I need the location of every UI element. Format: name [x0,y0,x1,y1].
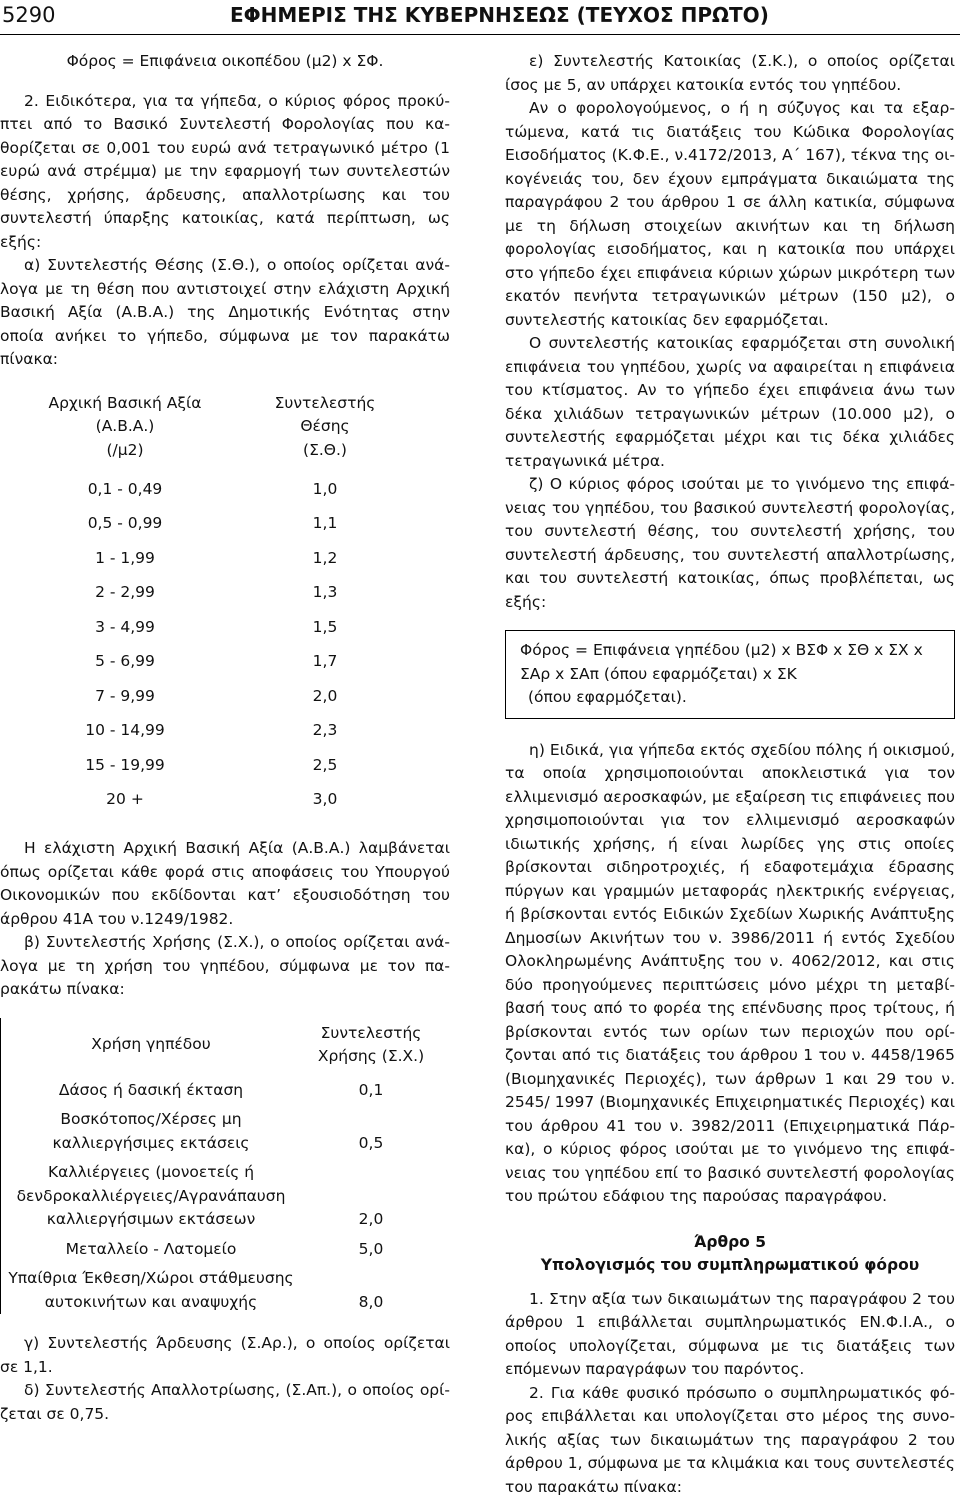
table-header [0,392,450,463]
table-row: 10 - 14,99 2,3 [0,714,450,749]
formula-box [505,630,955,719]
table-row: Μεταλλείο - Λατομείο 5,0 [1,1238,450,1262]
table-row: Βοσκότοπος/Χέρσες μη καλλιεργήσιμες εκτάσεις 0,5 [1,1108,450,1155]
table-row: Καλλιέργειες (μονοετείς ή δενδροκαλλιέργειες/Αγρανάπαυση καλλιεργήσιμων εκτάσεων 2,0 [1,1161,450,1232]
table-row: Υπαίθρια Έκθεση/Χώροι στάθμευσης αυτοκινήτων και αναψυχής 8,0 [1,1267,450,1314]
table-header-base-value: Αρχική Βασική Αξία (Α.Β.Α.) (/μ2) [0,392,250,463]
table-header-coefficient: Συντελεστής Θέσης (Σ.Θ.) [250,392,400,463]
paragraph-z: ζ) Ο κύριος φόρος ισούται με το γινόμενο της επιφάνειας του γηπέδου, του βασικού συντελεστή φορολογίας, του συντελεστή θέσης, του συντελεστή χρήσης, του συντελεστή άρδευσης, του συντελεστή απαλλοτρίωσης, και του συντελεστή κατοικίας, όπως προβλέπεται, ως εξής: [505,473,955,614]
paragraph-e-3: Ο συντελεστής κατοικίας εφαρμόζεται στη συνολική επιφάνεια του γηπέδου, χωρίς να αφαιρείται η επιφάνεια του κτίσματος. Αν το γήπεδο έχει επιφάνεια άνω των δέκα χιλιάδων τετραγωνικών μέτρων (10.000 μ2), ο συντελεστής εφαρμόζεται μέχρι και τις δέκα χιλιάδες τετραγωνικά μέτρα. [505,332,955,473]
formula-line-1: Φόρος = Επιφάνεια γηπέδου (μ2) x ΒΣΦ x ΣΘ x ΣΧ x [520,639,940,663]
table-row: Δάσος ή δασική έκταση 0,1 [1,1079,450,1103]
table-header-use: Χρήση γηπέδου [1,1022,301,1069]
table-header-coefficient: Συντελεστής Χρήσης (Σ.Χ.) [301,1022,441,1069]
paragraph-a: α) Συντελεστής Θέσης (Σ.Θ.), ο οποίος ορίζεται ανάλογα με τη θέση που αντιστοιχεί στην ελάχιστη Αρχική Βασική Αξία (Α.Β.Α.) της Δημοτικής Ενότητας στην οποία ανήκει το γήπεδο, σύμφωνα με τον παρακάτω πίνακα: [0,254,450,372]
table-row: 20 + 3,0 [0,783,450,818]
tax-formula: Φόρος = Επιφάνεια οικοπέδου (μ2) x ΣΦ. [0,50,450,74]
table-header [1,1022,450,1069]
header-rule [0,34,960,35]
article-paragraph-1: 1. Στην αξία των δικαιωμάτων της παραγράφου 2 του άρθρου 1 επιβάλλεται συμπληρωματικός ΕΝ.Φ.Ι.Α., ο οποίος υπολογίζεται, σύμφωνα με τις διατάξεις των επόμενων παραγράφων του παρόντος. [505,1288,955,1382]
paragraph-e: ε) Συντελεστής Κατοικίας (Σ.Κ.), ο οποίος ορίζεται ίσος με 5, αν υπάρχει κατοικία εντός του γηπέδου. [505,50,955,97]
table-row: 0,1 - 0,49 1,0 [0,472,450,507]
page-number: 5290 [2,4,55,28]
running-title: ΕΦΗΜΕΡΙΣ ΤΗΣ ΚΥΒΕΡΝΗΣΕΩΣ (ΤΕΥΧΟΣ ΠΡΩΤΟ) [230,4,769,28]
position-coefficient-table [0,392,450,818]
paragraph-min-value: Η ελάχιστη Αρχική Βασική Αξία (Α.Β.Α.) λαμβάνεται όπως ορίζεται κάθε φορά στις αποφάσεις του Υπουργού Οικονομικών που εκδίδονται κατ’ εξουσιοδότηση του άρθρου 41Α του ν.1249/1982. [0,837,450,931]
right-column [505,50,955,1499]
paragraph-c: γ) Συντελεστής Άρδευσης (Σ.Αρ.), ο οποίος ορίζεται σε 1,1. [0,1332,450,1379]
paragraph-e-2: Αν ο φορολογούμενος, ο ή η σύζυγος και τα εξαρτώμενα, κατά τις διατάξεις του Κώδικα Φορολογίας Εισοδήματος (Κ.Φ.Ε., ν.4172/2013, Α΄ 167), τέκνα της οικογένειάς του, δεν έχουν εμπράγματα δικαιώματα της παραγράφου 2 του άρθρου 1 σε άλλη κατικία, σύμφωνα με τη δήλωση στοιχείων ακινήτων και τη δήλωση φορολογίας εισοδήματος, και η κατοικία που υπάρχει στο γήπεδο έχει επιφάνεια κύριων χώρων μικρότερη των εκατόν πενήντα τετραγωνικών μέτρων (150 μ2), ο συντελεστής κατοικίας δεν εφαρμόζεται. [505,97,955,332]
table-row: 7 - 9,99 2,0 [0,679,450,714]
table-row: 1 - 1,99 1,2 [0,541,450,576]
paragraph-2: 2. Ειδικότερα, για τα γήπεδα, ο κύριος φόρος προκύπτει από το Βασικό Συντελεστή Φορολογίας που καθορίζεται σε 0,001 του ευρώ ανά τετραγωνικό μέτρο (1 ευρώ ανά στρέμμα) με την εφαρμογή των συντελεστών θέσης, χρήσης, άρδευσης, απαλλοτρίωσης και του συντελεστή ύπαρξης κατοικίας, κατά περίπτωση, ως εξής: [0,90,450,255]
paragraph-b: β) Συντελεστής Χρήσης (Σ.Χ.), ο οποίος ορίζεται ανάλογα με τη χρήση του γηπέδου, σύμφωνα με τον παρακάτω πίνακα: [0,931,450,1002]
table-row: 15 - 19,99 2,5 [0,748,450,783]
table-row: 0,5 - 0,99 1,1 [0,507,450,542]
article-subtitle: Υπολογισμός του συμπληρωματικού φόρου [505,1254,955,1278]
table-row: 2 - 2,99 1,3 [0,576,450,611]
table-row: 5 - 6,99 1,7 [0,645,450,680]
paragraph-d: δ) Συντελεστής Απαλλοτρίωσης, (Σ.Απ.), ο οποίος ορίζεται σε 0,75. [0,1379,450,1426]
paragraph-h: η) Ειδικά, για γήπεδα εκτός σχεδίου πόλης ή οικισμού, τα οποία χρησιμοποιούνται αποκλειστικά για τον ελλιμενισμό αεροσκαφών, με εξαίρεση τις επιφάνειες που χρησιμοποιούνται για τον ελλιμενισμό αεροσκαφών ιδιωτικής χρήσης, ή είναι λωρίδες γης στις οποίες βρίσκονται σιδηροτροχιές, ή εδαφοτεμάχια έδρασης πύργων και γραμμών μεταφοράς ηλεκτρικής ενέργειας, ή βρίσκονται εντός Ειδικών Σχεδίων Χωρικής Ανάπτυξης Δημοσίων Ακινήτων του ν. 3986/2011 ή εντός Σχεδίου Ολοκληρωμένης Ανάπτυξης του ν. 4062/2012, και στις δύο προηγούμενες περιπτώσεις μόνο μέχρι τη μεταβίβασή τους από το φορέα της επένδυσης προς τρίτους, ή βρίσκονται εντός των ορίων των περιοχών που ορίζονται από τις διατάξεις του άρθρου 1 του ν. 4458/1965 (Βιομηχανικές Περιοχές), των άρθρων 1 και 29 του ν. 2545/ 1997 (Βιομηχανικές Επιχειρηματικές Περιοχές) και του άρθρου 41 του ν. 3982/2011 (Επιχειρηματικά Πάρκα), ο κύριος φόρος ισούται με το γινόμενο της επιφάνειας του γηπέδου επί το βασικό συντελεστή φορολογίας του πρώτου εδάφιου της παρούσας παραγράφου. [505,739,955,1209]
formula-line-3: (όπου εφαρμόζεται). [520,686,940,710]
article-paragraph-2: 2. Για κάθε φυσικό πρόσωπο ο συμπληρωματικός φόρος επιβάλλεται και υπολογίζεται στο μέρος της συνολικής αξίας των δικαιωμάτων της παραγράφου 2 του άρθρου 1, σύμφωνα με τα κλιμάκια και τους συντελεστές του παρακάτω πίνακα: [505,1382,955,1499]
left-column [0,50,450,1426]
page-header [0,0,960,34]
use-coefficient-table [0,1018,450,1315]
table-row: 3 - 4,99 1,5 [0,610,450,645]
formula-line-2: ΣΑρ x ΣΑπ (όπου εφαρμόζεται) x ΣΚ [520,663,940,687]
article-title: Άρθρο 5 [505,1231,955,1255]
